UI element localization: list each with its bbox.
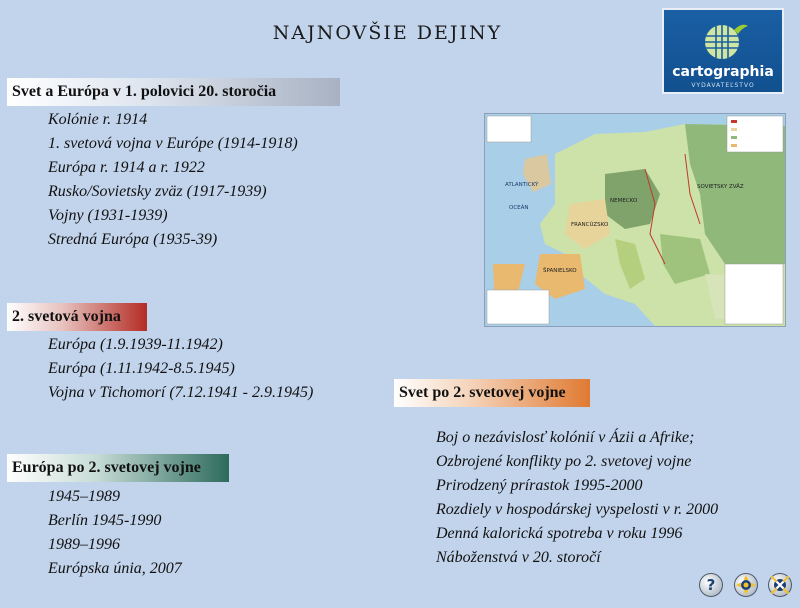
- navigation-button[interactable]: [734, 573, 758, 597]
- help-button[interactable]: [699, 573, 723, 597]
- map-link-rusko-sovietsky-zvaz[interactable]: Rusko/Sovietsky zväz (1917-1939): [48, 183, 267, 200]
- map-label-spanielsko: ŠPANIELSKO: [543, 268, 577, 274]
- europe-map-image: [485, 114, 785, 326]
- section-header-svet-europa: Svet a Európa v 1. polovici 20. storočia: [7, 78, 340, 106]
- list-svet-europa: [48, 108, 298, 252]
- logo-subtext: VYDAVATEĽSTVO: [691, 82, 755, 89]
- map-link-ozbrojene-konflikty[interactable]: Ozbrojené konflikty po 2. svetovej vojne: [436, 453, 692, 470]
- map-label-ocean: OCEÁN: [509, 205, 529, 211]
- map-label-sovietsky-zvaz: SOVIETSKY ZVÄZ: [697, 184, 744, 190]
- map-link-europska-unia[interactable]: Európska únia, 2007: [48, 560, 182, 577]
- map-link-europa-1914-1922[interactable]: Európa r. 1914 a r. 1922: [48, 159, 205, 176]
- map-link-1-svetova-vojna[interactable]: 1. svetová vojna v Európe (1914-1918): [48, 135, 298, 152]
- cartographia-logo: [662, 8, 784, 94]
- map-link-1945-1989[interactable]: 1945–1989: [48, 488, 120, 505]
- map-link-nabozenstva[interactable]: Náboženstvá v 20. storočí: [436, 549, 601, 566]
- map-link-kolonie-1914[interactable]: Kolónie r. 1914: [48, 111, 148, 128]
- help-icon: ?: [706, 576, 716, 594]
- logo-text: cartographia: [672, 64, 774, 80]
- map-label-atlanticky: ATLANTICKÝ: [505, 182, 539, 188]
- page-title: NAJNOVŠIE DEJINY: [272, 22, 503, 44]
- map-link-europa-1942-1945[interactable]: Európa (1.11.1942-8.5.1945): [48, 360, 235, 377]
- map-label-nemecko: NEMECKO: [610, 198, 638, 204]
- map-link-hospodarska-vyspelost[interactable]: Rozdiely v hospodárskej vyspelosti v r. 2000: [436, 501, 719, 518]
- close-button[interactable]: [768, 573, 792, 597]
- map-label-francuzsko: FRANCÚZSKO: [571, 222, 609, 228]
- section-header-svet-po: Svet po 2. svetovej vojne: [394, 379, 590, 407]
- map-link-vojny-1931-1939[interactable]: Vojny (1931-1939): [48, 207, 168, 224]
- list-europa-po: [48, 485, 182, 581]
- close-icon: [769, 574, 791, 596]
- section-header-druha-vojna: 2. svetová vojna: [7, 303, 147, 331]
- list-druha-vojna: [48, 333, 313, 405]
- globe-icon: [700, 20, 750, 64]
- map-thumbnail[interactable]: [484, 113, 786, 327]
- map-link-europa-1939-1942[interactable]: Európa (1.9.1939-11.1942): [48, 336, 223, 353]
- map-link-vojna-v-tichomori[interactable]: Vojna v Tichomorí (7.12.1941 - 2.9.1945): [48, 384, 314, 401]
- map-link-kaloricka-spotreba[interactable]: Denná kalorická spotreba v roku 1996: [436, 525, 683, 542]
- navigation-icon: [735, 574, 757, 596]
- list-svet-po: [436, 426, 718, 570]
- section-header-europa-po: Európa po 2. svetovej vojne: [7, 454, 229, 482]
- map-link-stredna-europa[interactable]: Stredná Európa (1935-39): [48, 231, 218, 248]
- map-link-prirodzeny-prirastok[interactable]: Prirodzený prírastok 1995-2000: [436, 477, 643, 494]
- map-link-1989-1996[interactable]: 1989–1996: [48, 536, 120, 553]
- map-link-berlin[interactable]: Berlín 1945-1990: [48, 512, 162, 529]
- map-link-boj-o-nezavislost[interactable]: Boj o nezávislosť kolónií v Ázii a Afrike;: [436, 429, 695, 446]
